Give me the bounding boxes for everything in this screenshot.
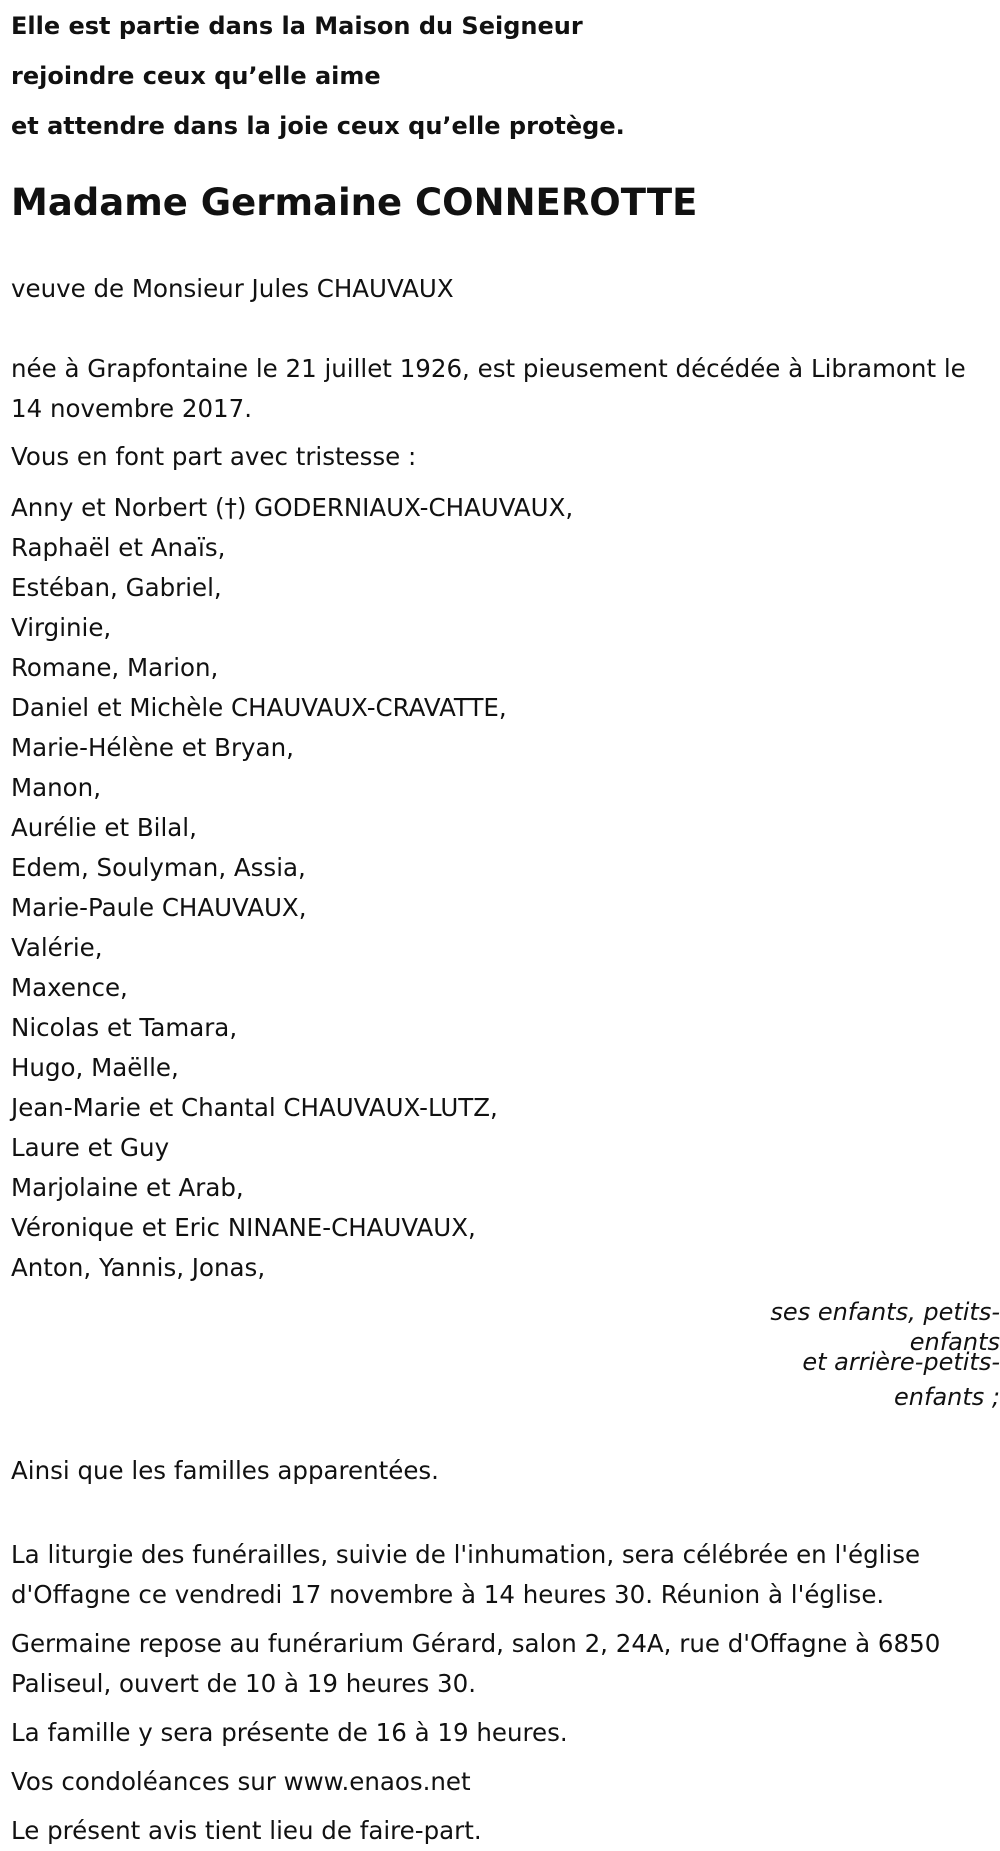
family-member-line: Aurélie et Bilal, xyxy=(11,813,197,842)
family-member-line: Daniel et Michèle CHAUVAUX-CRAVATTE, xyxy=(11,693,507,722)
family-member-line: Véronique et Eric NINANE-CHAUVAUX, xyxy=(11,1213,476,1242)
announcement: Vous en font part avec tristesse : xyxy=(11,442,417,471)
family-member-line: Maxence, xyxy=(11,973,128,1002)
liturgy-paragraph: La liturgie des funérailles, suivie de l'inhumation, sera célébrée en l'église d'Offagne ce vendredi 17 novembre à 14 heures 30. Réunion à l'église. xyxy=(11,1540,921,1609)
family-signature-line: et arrière-petits- xyxy=(802,1348,1000,1376)
family-member-line: Romane, Marion, xyxy=(11,653,219,682)
family-signature-line: enfants ; xyxy=(894,1383,1000,1411)
birth-death-paragraph: née à Grapfontaine le 21 juillet 1926, est pieusement décédée à Libramont le 14 novembre 2017. xyxy=(11,354,966,423)
family-member-line: Virginie, xyxy=(11,613,112,642)
intro-line: et attendre dans la joie ceux qu’elle protège. xyxy=(11,112,625,140)
family-signature xyxy=(11,1288,1000,1452)
family-member-line: Anny et Norbert (†) GODERNIAUX-CHAUVAUX, xyxy=(11,493,574,522)
rest-place-paragraph: Germaine repose au funérarium Gérard, salon 2, 24A, rue d'Offagne à 6850 Paliseul, ouvert de 10 à 19 heures 30. xyxy=(11,1629,941,1698)
family-list xyxy=(11,488,996,1288)
family-signature-line: enfants xyxy=(909,1328,1000,1356)
obituary-notice xyxy=(11,0,1000,1851)
intro-verse xyxy=(11,1,996,151)
family-member-line: Estéban, Gabriel, xyxy=(11,573,222,602)
family-member-line: Laure et Guy xyxy=(11,1133,170,1162)
family-member-line: Marjolaine et Arab, xyxy=(11,1173,244,1202)
family-member-line: Hugo, Maëlle, xyxy=(11,1053,179,1082)
condolences-line: Vos condoléances sur www.enaos.net xyxy=(11,1767,471,1796)
family-member-line: Marie-Paule CHAUVAUX, xyxy=(11,893,307,922)
family-member-line: Edem, Soulyman, Assia, xyxy=(11,853,306,882)
family-presence-line: La famille y sera présente de 16 à 19 heures. xyxy=(11,1718,568,1747)
family-member-line: Manon, xyxy=(11,773,101,802)
family-member-line: Raphaël et Anaïs, xyxy=(11,533,226,562)
widow-of: veuve de Monsieur Jules CHAUVAUX xyxy=(11,274,454,303)
relatives-line: Ainsi que les familles apparentées. xyxy=(11,1456,439,1485)
family-member-line: Anton, Yannis, Jonas, xyxy=(11,1253,266,1282)
family-member-line: Nicolas et Tamara, xyxy=(11,1013,238,1042)
family-signature-line: ses enfants, petits- xyxy=(770,1298,1000,1326)
intro-line: rejoindre ceux qu’elle aime xyxy=(11,62,381,90)
notice-line: Le présent avis tient lieu de faire-part. xyxy=(11,1816,482,1845)
intro-line: Elle est partie dans la Maison du Seigneur xyxy=(11,12,583,40)
family-member-line: Marie-Hélène et Bryan, xyxy=(11,733,294,762)
deceased-name: Madame Germaine CONNEROTTE xyxy=(11,181,698,224)
family-member-line: Jean-Marie et Chantal CHAUVAUX-LUTZ, xyxy=(11,1093,498,1122)
family-member-line: Valérie, xyxy=(11,933,103,962)
